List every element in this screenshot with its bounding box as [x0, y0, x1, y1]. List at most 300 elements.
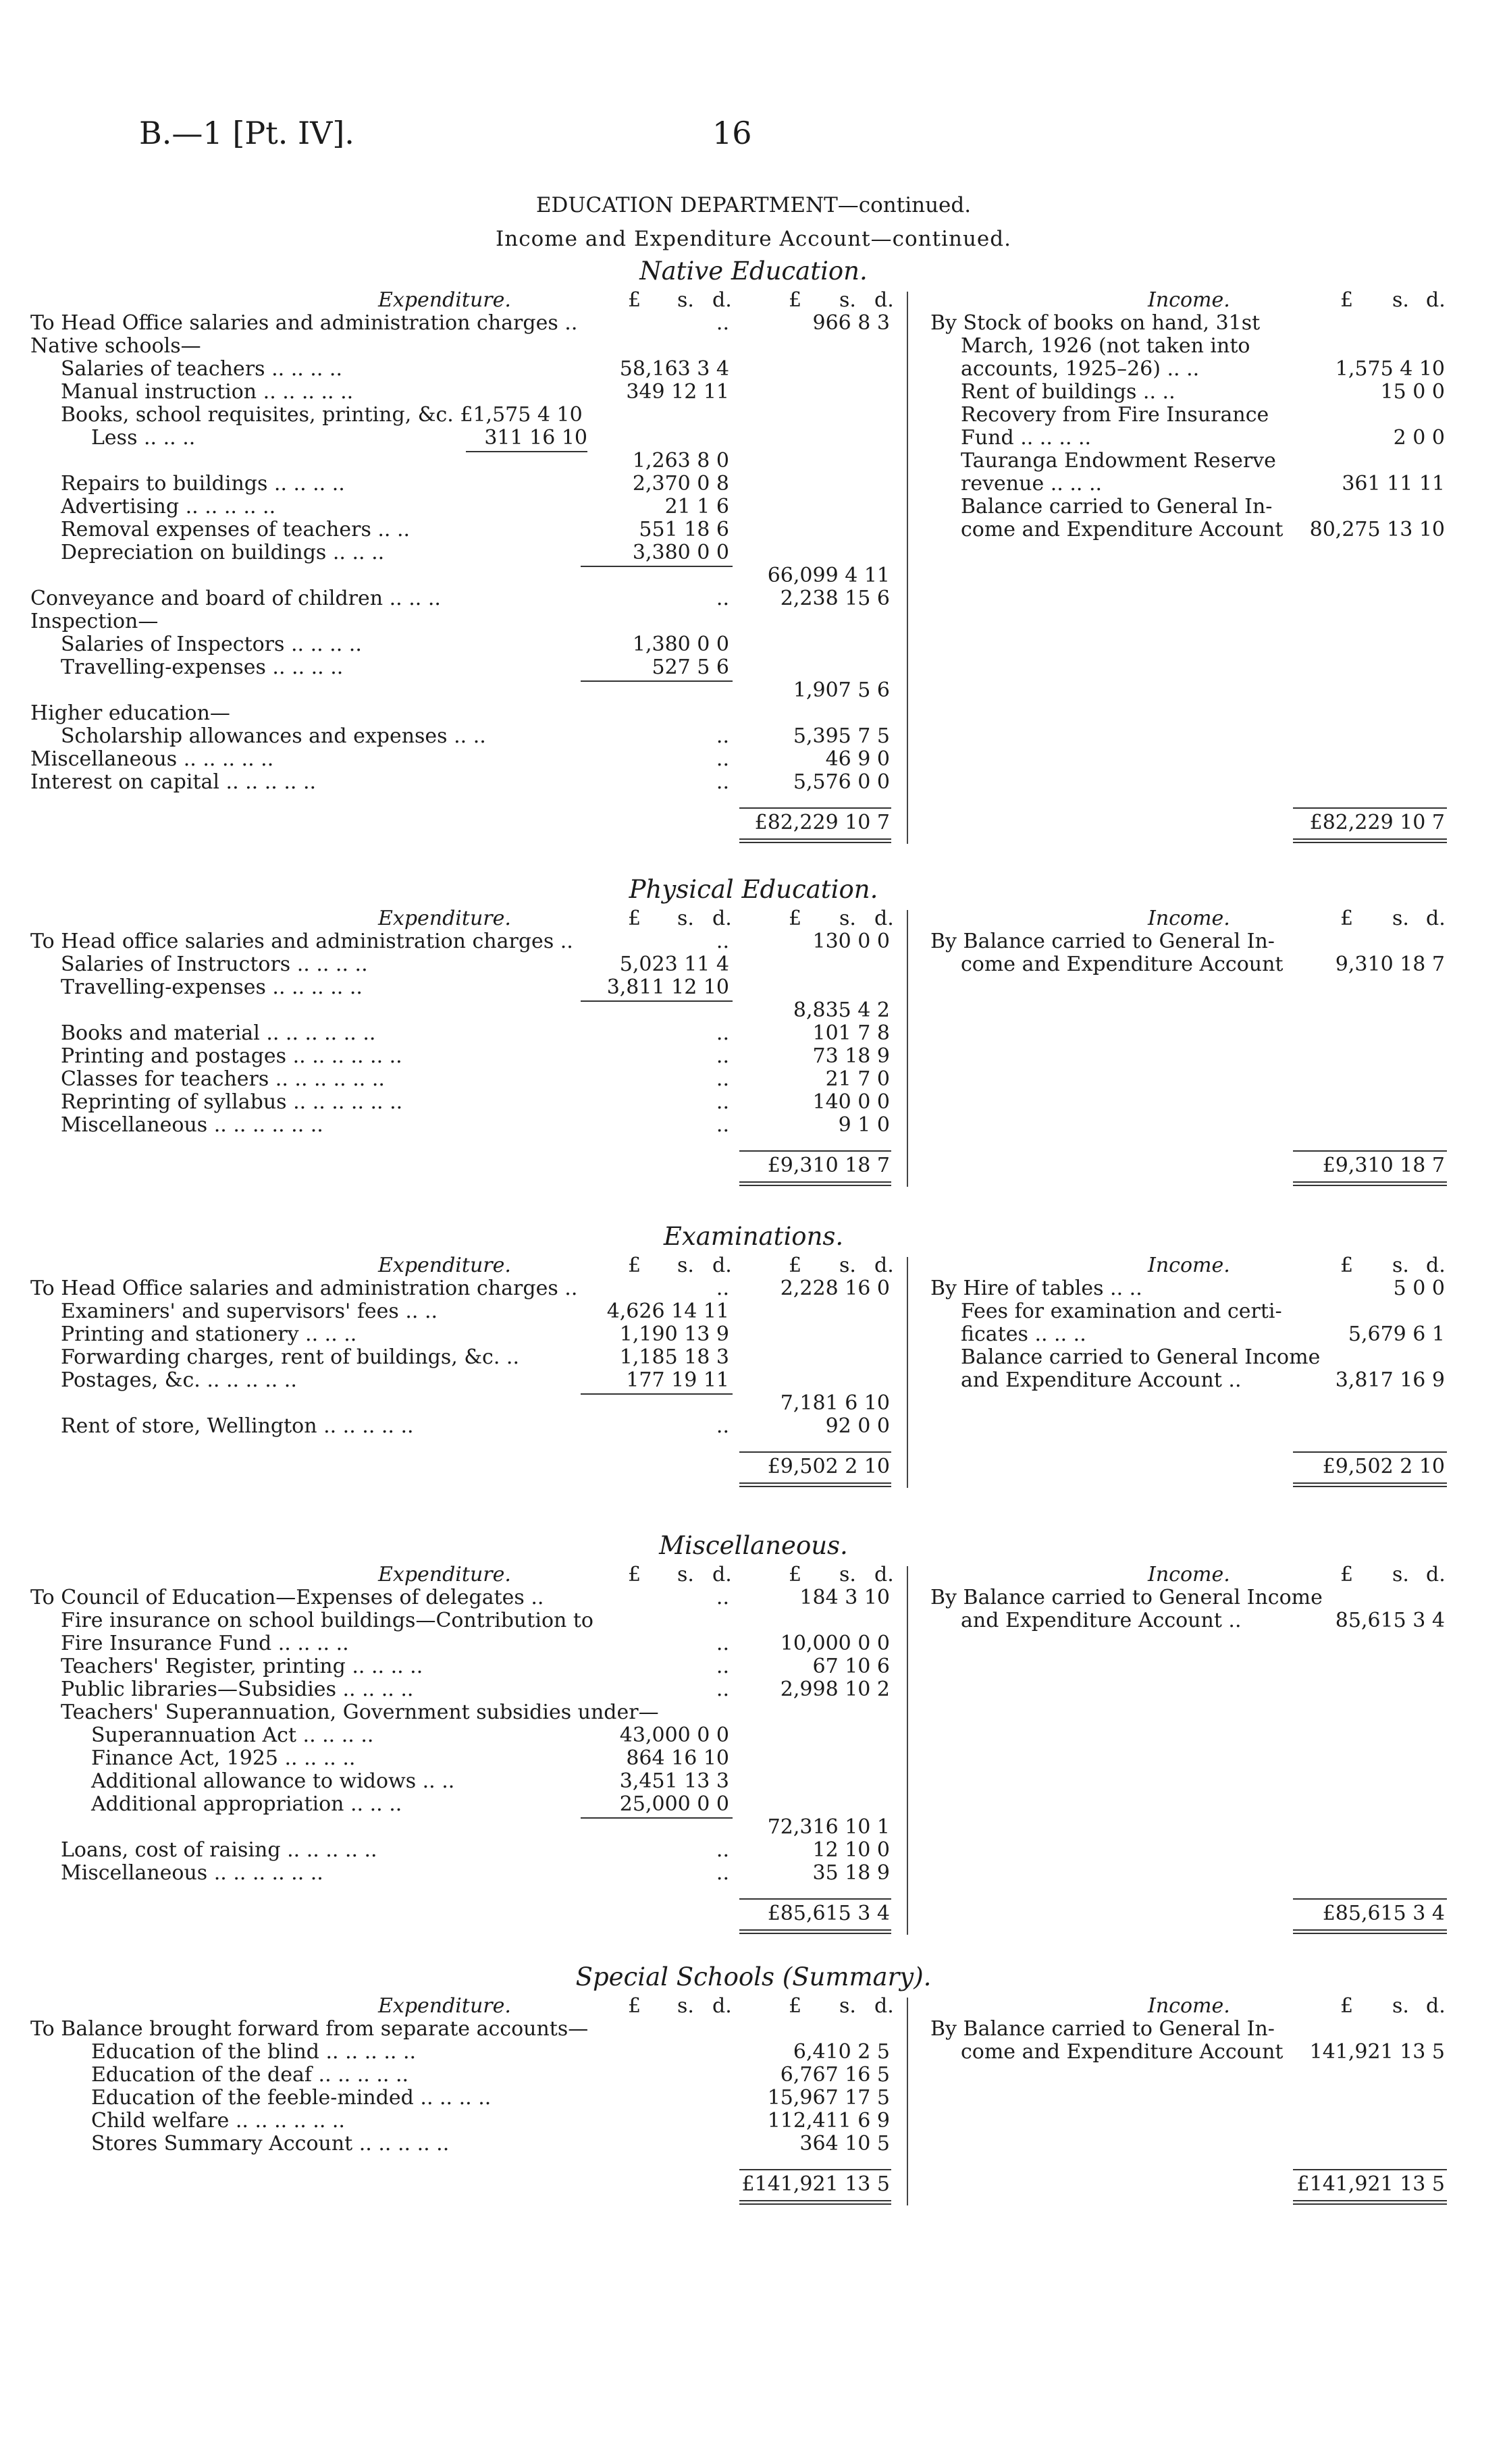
expenditure-total: £9,502 2 10 — [767, 1455, 890, 1478]
item-amount: 4,626 14 11 — [606, 1300, 729, 1323]
income-label: and Expenditure Account .. — [961, 1609, 1242, 1632]
item-subtotal: 66,099 4 11 — [767, 564, 890, 587]
expenditure-heading: Expenditure. — [378, 1994, 511, 2018]
ledger-row — [0, 450, 1507, 473]
item-label: Child welfare .. .. .. .. .. .. — [91, 2109, 345, 2133]
item-label: Higher education— — [30, 701, 230, 725]
expenditure-heading: Expenditure. — [378, 1563, 511, 1586]
item-label: Fire Insurance Fund .. .. .. .. — [61, 1632, 349, 1655]
section-title: Native Education. — [639, 257, 868, 286]
item-amount: 527 5 6 — [652, 655, 729, 679]
pound-heading: £ — [1340, 907, 1354, 930]
item-label: Fire insurance on school buildings—Contribution to — [61, 1609, 593, 1632]
total-double-rule — [1293, 2200, 1447, 2205]
item-amount: .. — [716, 1090, 729, 1114]
item-label: Miscellaneous .. .. .. .. .. .. — [61, 1113, 323, 1137]
ledger-row — [0, 1068, 1507, 1091]
income-amount: 3,817 16 9 — [1335, 1368, 1445, 1392]
pound-heading: £ — [1340, 1254, 1354, 1277]
item-amount: 3,811 12 10 — [606, 975, 729, 999]
item-amount: .. — [716, 770, 729, 794]
item-amount: .. — [716, 1838, 729, 1862]
expenditure-heading: Expenditure. — [378, 907, 511, 930]
total-double-rule — [1293, 1929, 1447, 1934]
column-header-row — [0, 1995, 1507, 2018]
income-label: By Balance carried to General In- — [930, 930, 1275, 953]
pence-heading: d. — [712, 1254, 732, 1277]
item-label: To Head Office salaries and administration charges .. — [30, 1277, 578, 1300]
total-row — [0, 1455, 1507, 1478]
item-subtotal: 8,835 4 2 — [793, 998, 890, 1022]
expenditure-heading: Expenditure. — [378, 288, 511, 312]
ledger-row — [0, 1862, 1507, 1885]
income-label: ficates .. .. .. — [961, 1322, 1086, 1346]
income-amount: 15 0 0 — [1380, 380, 1445, 404]
income-label: come and Expenditure Account — [961, 2040, 1284, 2064]
expenditure-heading: Expenditure. — [378, 1254, 511, 1277]
total-double-rule — [1293, 1181, 1447, 1186]
pound-heading: £ — [628, 288, 641, 312]
ledger-row — [0, 564, 1507, 587]
income-label: March, 1926 (not taken into — [961, 334, 1250, 358]
item-deduction-amount: 311 16 10 — [484, 426, 587, 450]
ledger-row — [0, 381, 1507, 404]
total-rule — [1293, 1150, 1447, 1152]
ledger-row — [0, 1323, 1507, 1346]
item-amount: .. — [716, 724, 729, 748]
item-label: Classes for teachers .. .. .. .. .. .. — [61, 1067, 385, 1091]
item-subtotal: 2,998 10 2 — [780, 1678, 890, 1701]
item-label: Printing and stationery .. .. .. — [61, 1322, 357, 1346]
item-subtotal: 92 0 0 — [825, 1414, 890, 1438]
item-amount: 2,370 0 8 — [632, 472, 729, 496]
item-label: Miscellaneous .. .. .. .. .. — [30, 747, 274, 771]
income-label: Recovery from Fire Insurance — [961, 403, 1269, 427]
item-label: Education of the blind .. .. .. .. .. — [91, 2040, 417, 2064]
income-label: Fees for examination and certi- — [961, 1300, 1282, 1323]
item-subtotal: 140 0 0 — [812, 1090, 890, 1114]
item-label: Printing and postages .. .. .. .. .. .. — [61, 1044, 402, 1068]
page-number: 16 — [712, 115, 752, 151]
item-label: Superannuation Act .. .. .. .. — [91, 1723, 374, 1747]
item-label: To Balance brought forward from separate accounts— — [30, 2017, 589, 2041]
pence-heading: d. — [1426, 1563, 1446, 1586]
item-amount: .. — [716, 1044, 729, 1068]
item-label: Public libraries—Subsidies .. .. .. .. — [61, 1678, 414, 1701]
income-label: Tauranga Endowment Reserve — [961, 449, 1276, 473]
item-subtotal: 130 0 0 — [812, 930, 890, 953]
section-title: Special Schools (Summary). — [575, 1962, 932, 1991]
ledger-row — [0, 930, 1507, 953]
item-subtotal: 35 18 9 — [812, 1861, 890, 1885]
expenditure-total: £9,310 18 7 — [767, 1154, 890, 1177]
shilling-heading: s. — [677, 907, 694, 930]
item-subtotal: 67 10 6 — [812, 1655, 890, 1678]
ledger-row — [0, 518, 1507, 541]
ledger-row — [0, 1816, 1507, 1839]
ledger-row — [0, 2064, 1507, 2087]
income-amount: 361 11 11 — [1342, 472, 1445, 496]
ledger-row — [0, 1609, 1507, 1632]
shilling-heading: s. — [677, 1994, 694, 2018]
total-rule — [1293, 1898, 1447, 1900]
item-amount: 5,023 11 4 — [619, 953, 729, 976]
item-amount: 3,380 0 0 — [632, 541, 729, 564]
item-label: Rent of store, Wellington .. .. .. .. .. — [61, 1414, 414, 1438]
ledger-row — [0, 1022, 1507, 1045]
ledger-row — [0, 1300, 1507, 1323]
item-label: Inspection— — [30, 610, 159, 633]
item-label: Examiners' and supervisors' fees .. .. — [61, 1300, 438, 1323]
item-label: To Head office salaries and administration charges .. — [30, 930, 573, 953]
column-header-row — [0, 907, 1507, 930]
total-double-rule — [739, 1929, 891, 1934]
total-rule — [1293, 2169, 1447, 2170]
income-amount: 1,575 4 10 — [1335, 357, 1445, 381]
income-total: £9,502 2 10 — [1322, 1455, 1445, 1478]
income-label: come and Expenditure Account — [961, 953, 1284, 976]
pence-heading: d. — [1426, 1254, 1446, 1277]
item-subtotal: 10,000 0 0 — [780, 1632, 890, 1655]
ledger-row — [0, 1346, 1507, 1369]
ledger-row — [0, 1793, 1507, 1816]
income-label: revenue .. .. .. — [961, 472, 1103, 496]
item-subtotal: 73 18 9 — [812, 1044, 890, 1068]
total-double-rule — [739, 838, 891, 843]
shilling-heading: s. — [677, 1563, 694, 1586]
item-subtotal: 12 10 0 — [812, 1838, 890, 1862]
income-amount: 9,310 18 7 — [1335, 953, 1445, 976]
pound-heading: £ — [1340, 288, 1354, 312]
item-subtotal: 966 8 3 — [812, 311, 890, 335]
item-amount: .. — [716, 1067, 729, 1091]
item-amount: .. — [716, 1861, 729, 1885]
pence-heading: d. — [712, 1994, 732, 2018]
income-label: Fund .. .. .. .. — [961, 426, 1092, 450]
item-label: Additional appropriation .. .. .. — [91, 1792, 402, 1816]
page-tag: B.—1 [Pt. IV]. — [139, 115, 354, 151]
item-amount: .. — [716, 930, 729, 953]
ledger-row — [0, 1369, 1507, 1392]
column-header-row — [0, 1563, 1507, 1586]
item-subtotal: 9 1 0 — [838, 1113, 890, 1137]
item-subtotal: 5,576 0 0 — [793, 770, 890, 794]
income-label: accounts, 1925–26) .. .. — [961, 357, 1200, 381]
item-label: Native schools— — [30, 334, 201, 358]
item-label: Finance Act, 1925 .. .. .. .. — [91, 1746, 356, 1770]
income-label: and Expenditure Account .. — [961, 1368, 1242, 1392]
item-label: Miscellaneous .. .. .. .. .. .. — [61, 1861, 323, 1885]
pence-heading: d. — [1426, 288, 1446, 312]
section-title: Physical Education. — [629, 875, 878, 904]
income-total: £82,229 10 7 — [1309, 811, 1445, 834]
pound-heading: £ — [789, 1563, 802, 1586]
ledger-row — [0, 656, 1507, 679]
pence-heading: d. — [874, 907, 894, 930]
ledger-row — [0, 312, 1507, 335]
shilling-heading: s. — [839, 1254, 856, 1277]
item-label: Manual instruction .. .. .. .. .. — [61, 380, 354, 404]
pound-heading: £ — [628, 1563, 641, 1586]
item-label: To Head Office salaries and administration charges .. — [30, 311, 578, 335]
pence-heading: d. — [874, 1254, 894, 1277]
ledger-row — [0, 541, 1507, 564]
ledger-row — [0, 2133, 1507, 2155]
item-label: Books and material .. .. .. .. .. .. — [61, 1021, 376, 1045]
column-divider — [907, 1566, 908, 1935]
total-row — [0, 1154, 1507, 1177]
total-double-rule — [739, 1482, 891, 1487]
shilling-heading: s. — [677, 288, 694, 312]
income-label: come and Expenditure Account — [961, 518, 1284, 541]
item-label: Salaries of teachers .. .. .. .. — [61, 357, 342, 381]
column-header-row — [0, 289, 1507, 312]
item-label: Interest on capital .. .. .. .. .. — [30, 770, 317, 794]
ledger-row — [0, 1701, 1507, 1724]
total-double-rule — [1293, 838, 1447, 843]
income-label: Rent of buildings .. .. — [961, 380, 1175, 404]
item-amount: .. — [716, 1678, 729, 1701]
ledger-row — [0, 1091, 1507, 1114]
item-label: Repairs to buildings .. .. .. .. — [61, 472, 345, 496]
item-subtotal: 21 7 0 — [825, 1067, 890, 1091]
item-amount: 864 16 10 — [626, 1746, 729, 1770]
shilling-heading: s. — [1392, 1994, 1409, 2018]
ledger-row — [0, 2110, 1507, 2133]
ledger-row — [0, 1392, 1507, 1415]
item-amount: 551 18 6 — [639, 518, 729, 541]
income-amount: 5,679 6 1 — [1348, 1322, 1445, 1346]
item-amount: .. — [716, 311, 729, 335]
item-label: To Council of Education—Expenses of delegates .. — [30, 1586, 544, 1609]
item-amount: 3,451 13 3 — [619, 1769, 729, 1793]
account-title: Income and Expenditure Account—continued. — [496, 227, 1011, 251]
ledger-row — [0, 1114, 1507, 1137]
item-label: Education of the deaf .. .. .. .. .. — [91, 2063, 409, 2087]
income-amount: 141,921 13 5 — [1309, 2040, 1445, 2064]
pound-heading: £ — [789, 288, 802, 312]
item-label: Advertising .. .. .. .. .. — [61, 495, 276, 518]
item-label: Salaries of Instructors .. .. .. .. — [61, 953, 368, 976]
total-row — [0, 2173, 1507, 2196]
pence-heading: d. — [1426, 907, 1446, 930]
pence-heading: d. — [874, 288, 894, 312]
item-label: Travelling-expenses .. .. .. .. .. — [61, 975, 363, 999]
column-divider — [907, 910, 908, 1187]
shilling-heading: s. — [839, 288, 856, 312]
pence-heading: d. — [712, 288, 732, 312]
department-title: EDUCATION DEPARTMENT—continued. — [535, 193, 972, 217]
item-amount: .. — [716, 1021, 729, 1045]
expenditure-total: £141,921 13 5 — [741, 2172, 890, 2196]
ledger-row — [0, 1655, 1507, 1678]
item-subtotal: 6,410 2 5 — [793, 2040, 890, 2064]
item-amount: .. — [716, 1277, 729, 1300]
item-label: Depreciation on buildings .. .. .. — [61, 541, 385, 564]
ledger-row — [0, 1770, 1507, 1793]
ledger-row — [0, 1586, 1507, 1609]
column-divider — [907, 292, 908, 844]
item-label: Stores Summary Account .. .. .. .. .. — [91, 2132, 450, 2155]
item-subtotal: 7,181 6 10 — [780, 1391, 890, 1415]
ledger-row — [0, 2041, 1507, 2064]
total-rule — [1293, 807, 1447, 809]
income-total: £85,615 3 4 — [1322, 1902, 1445, 1925]
ledger-row — [0, 335, 1507, 358]
item-label: Removal expenses of teachers .. .. — [61, 518, 411, 541]
income-amount: 85,615 3 4 — [1335, 1609, 1445, 1632]
total-double-rule — [739, 1181, 891, 1186]
shilling-heading: s. — [839, 907, 856, 930]
total-row — [0, 1902, 1507, 1925]
pence-heading: d. — [712, 907, 732, 930]
ledger-row — [0, 1632, 1507, 1655]
item-amount: .. — [716, 587, 729, 610]
ledger-row — [0, 1724, 1507, 1747]
section-title: Examinations. — [663, 1222, 844, 1251]
item-label: Teachers' Register, printing .. .. .. .. — [61, 1655, 423, 1678]
item-label: Reprinting of syllabus .. .. .. .. .. .. — [61, 1090, 403, 1114]
income-heading: Income. — [1148, 1254, 1230, 1277]
pound-heading: £ — [1340, 1994, 1354, 2018]
income-label: By Hire of tables .. .. — [930, 1277, 1142, 1300]
ledger-row — [0, 1277, 1507, 1300]
item-subtotal: 101 7 8 — [812, 1021, 890, 1045]
pound-heading: £ — [789, 907, 802, 930]
ledger-row — [0, 1747, 1507, 1770]
income-heading: Income. — [1148, 288, 1230, 312]
ledger-row — [0, 679, 1507, 702]
expenditure-total: £82,229 10 7 — [754, 811, 890, 834]
pence-heading: d. — [1426, 1994, 1446, 2018]
total-row — [0, 811, 1507, 834]
ledger-row — [0, 748, 1507, 771]
item-subtotal: 46 9 0 — [825, 747, 890, 771]
income-heading: Income. — [1148, 907, 1230, 930]
expenditure-total: £85,615 3 4 — [767, 1902, 890, 1925]
item-subtotal: 72,316 10 1 — [767, 1815, 890, 1839]
shilling-heading: s. — [839, 1563, 856, 1586]
income-label: By Stock of books on hand, 31st — [930, 311, 1261, 335]
item-amount: .. — [716, 1632, 729, 1655]
income-total: £9,310 18 7 — [1322, 1154, 1445, 1177]
item-subtotal: 6,767 16 5 — [780, 2063, 890, 2087]
pound-heading: £ — [628, 907, 641, 930]
item-amount: .. — [716, 1414, 729, 1438]
item-amount: 21 1 6 — [664, 495, 729, 518]
ledger-row — [0, 1415, 1507, 1438]
item-label: Less .. .. .. — [91, 426, 196, 450]
income-label: By Balance carried to General In- — [930, 2017, 1275, 2041]
pence-heading: d. — [874, 1994, 894, 2018]
total-rule — [739, 1150, 891, 1152]
item-subtotal: 2,238 15 6 — [780, 587, 890, 610]
ledger-row — [0, 725, 1507, 748]
item-amount: .. — [716, 1113, 729, 1137]
income-amount: 5 0 0 — [1393, 1277, 1445, 1300]
shilling-heading: s. — [1392, 1563, 1409, 1586]
item-subtotal: 184 3 10 — [799, 1586, 890, 1609]
total-rule — [1293, 1451, 1447, 1453]
pound-heading: £ — [789, 1994, 802, 2018]
item-label: Forwarding charges, rent of buildings, &c. .. — [61, 1345, 519, 1369]
item-label: Teachers' Superannuation, Government subsidies under— — [61, 1700, 659, 1724]
item-subtotal: 112,411 6 9 — [767, 2109, 890, 2133]
pound-heading: £ — [1340, 1563, 1354, 1586]
ledger-row — [0, 1839, 1507, 1862]
item-amount: 1,190 13 9 — [619, 1322, 729, 1346]
item-amount: 25,000 0 0 — [619, 1792, 729, 1816]
item-subtotal: 1,907 5 6 — [793, 678, 890, 702]
shilling-heading: s. — [1392, 907, 1409, 930]
item-subtotal: 5,395 7 5 — [793, 724, 890, 748]
income-label: Balance carried to General In- — [961, 495, 1273, 518]
item-label: Scholarship allowances and expenses .. .. — [61, 724, 486, 748]
item-label: Additional allowance to widows .. .. — [91, 1769, 455, 1793]
income-amount: 2 0 0 — [1393, 426, 1445, 450]
total-rule — [739, 2169, 891, 2170]
item-amount: 43,000 0 0 — [619, 1723, 729, 1747]
column-divider — [907, 1998, 908, 2205]
item-amount: .. — [716, 1655, 729, 1678]
item-amount: 1,380 0 0 — [632, 633, 729, 656]
item-label: Travelling-expenses .. .. .. .. — [61, 655, 344, 679]
item-amount: 177 19 11 — [626, 1368, 729, 1392]
item-subtotal: 2,228 16 0 — [780, 1277, 890, 1300]
item-amount: 58,163 3 4 — [619, 357, 729, 381]
ledger-row — [0, 358, 1507, 381]
income-total: £141,921 13 5 — [1296, 2172, 1445, 2196]
income-amount: 80,275 13 10 — [1309, 518, 1445, 541]
item-label: Books, school requisites, printing, &c. £1,575 4 10 — [61, 403, 583, 427]
section-title: Miscellaneous. — [659, 1531, 848, 1560]
ledger-row — [0, 473, 1507, 496]
item-amount: 1,263 8 0 — [632, 449, 729, 473]
item-label: Postages, &c. .. .. .. .. .. — [61, 1368, 297, 1392]
ledger-row — [0, 999, 1507, 1022]
pound-heading: £ — [789, 1254, 802, 1277]
item-subtotal: 364 10 5 — [799, 2132, 890, 2155]
pound-heading: £ — [628, 1994, 641, 2018]
ledger-row — [0, 976, 1507, 999]
ledger-row — [0, 953, 1507, 976]
item-amount: .. — [716, 747, 729, 771]
item-amount: 349 12 11 — [626, 380, 729, 404]
column-header-row — [0, 1254, 1507, 1277]
total-double-rule — [739, 2200, 891, 2205]
shilling-heading: s. — [1392, 1254, 1409, 1277]
item-amount: 1,185 18 3 — [619, 1345, 729, 1369]
total-rule — [739, 807, 891, 809]
ledger-row — [0, 587, 1507, 610]
item-label: Salaries of Inspectors .. .. .. .. — [61, 633, 362, 656]
ledger-row — [0, 1045, 1507, 1068]
income-label: By Balance carried to General Income — [930, 1586, 1323, 1609]
ledger-row — [0, 702, 1507, 725]
ledger-row — [0, 2018, 1507, 2041]
income-heading: Income. — [1148, 1994, 1230, 2018]
ledger-row — [0, 496, 1507, 518]
pence-heading: d. — [874, 1563, 894, 1586]
item-label: Education of the feeble-minded .. .. .. .. — [91, 2086, 492, 2110]
ledger-row — [0, 1678, 1507, 1701]
shilling-heading: s. — [677, 1254, 694, 1277]
shilling-heading: s. — [839, 1994, 856, 2018]
ledger-row — [0, 427, 1507, 450]
ledger-row — [0, 404, 1507, 427]
ledger-row — [0, 2087, 1507, 2110]
ledger-row — [0, 771, 1507, 794]
